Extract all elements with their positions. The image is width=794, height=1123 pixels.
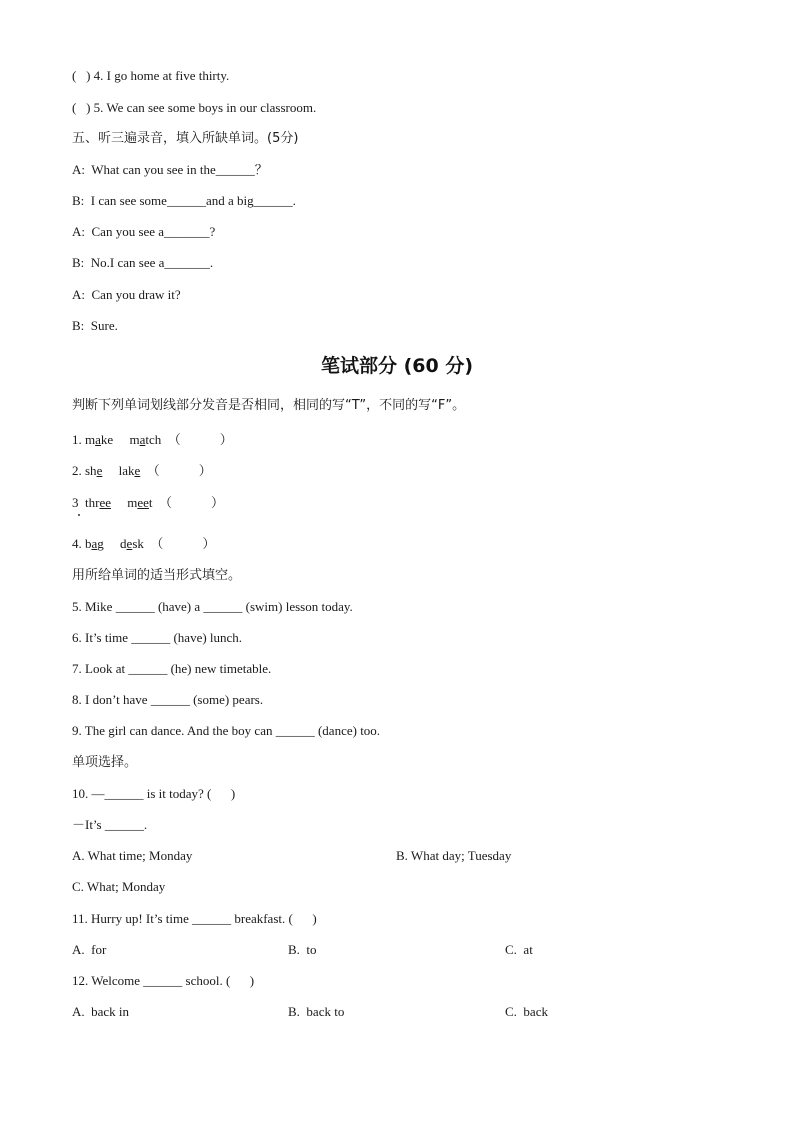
fill-item-7: 7. Look at ______ (he) new timetable. <box>72 661 272 676</box>
section-5-heading: 五、听三遍录音，填入所缺单词。(5分) <box>72 131 299 146</box>
fill-item-8: 8. I don’t have ______ (some) pears. <box>72 692 264 707</box>
q10-option-a: A. What time; Monday <box>72 848 193 863</box>
q10-option-b: B. What day; Tuesday <box>396 848 512 863</box>
q11-option-a: A. for <box>72 942 107 957</box>
q12-option-b: B. back to <box>288 1004 345 1019</box>
q11-option-c: C. at <box>505 942 533 957</box>
tf-item-5: ( ) 5. We can see some boys in our classroom. <box>72 100 317 115</box>
dialogue-line-2: B: I can see some______and a big______. <box>72 193 296 208</box>
dialogue-line-5: A: Can you draw it? <box>72 287 181 302</box>
question-11: 11. Hurry up! It’s time ______ breakfast. ( ) <box>72 911 317 926</box>
dialogue-line-6: B: Sure. <box>72 318 118 333</box>
written-part-title: 笔试部分 (60 分) <box>320 355 474 377</box>
fill-item-6: 6. It’s time ______ (have) lunch. <box>72 630 243 645</box>
choice-instruction: 单项选择。 <box>72 755 138 770</box>
dialogue-line-4: B: No.I can see a_______. <box>72 255 214 270</box>
question-12: 12. Welcome ______ school. ( ) <box>72 973 255 988</box>
fill-item-5: 5. Mike ______ (have) a ______ (swim) lesson today. <box>72 599 353 614</box>
phonics-item-2: 2. she lake （ ） <box>72 463 212 478</box>
q11-option-b: B. to <box>288 942 317 957</box>
fill-instruction: 用所给单词的适当形式填空。 <box>72 568 242 583</box>
phonics-item-1: 1. make match （ ） <box>72 432 233 447</box>
stray-dot <box>78 514 80 516</box>
q10-option-c: C. What; Monday <box>72 879 166 894</box>
phonics-instruction: 判断下列单词划线部分发音是否相同，相同的写“T”，不同的写“F”。 <box>72 398 466 413</box>
dialogue-line-1: A: What can you see in the______？ <box>72 162 268 177</box>
fill-item-9: 9. The girl can dance. And the boy can ______ (dance) too. <box>72 723 381 738</box>
q12-option-c: C. back <box>505 1004 548 1019</box>
dialogue-line-3: A: Can you see a_______? <box>72 224 216 239</box>
question-10: 10. —______ is it today? ( ) <box>72 786 236 801</box>
phonics-item-3: 3 three meet （ ） <box>72 495 225 510</box>
tf-item-4: ( ) 4. I go home at five thirty. <box>72 68 230 83</box>
phonics-item-4: 4. bag desk （ ） <box>72 536 216 551</box>
q12-option-a: A. back in <box>72 1004 130 1019</box>
question-10-answer-line: －It’s ______. <box>72 817 148 832</box>
